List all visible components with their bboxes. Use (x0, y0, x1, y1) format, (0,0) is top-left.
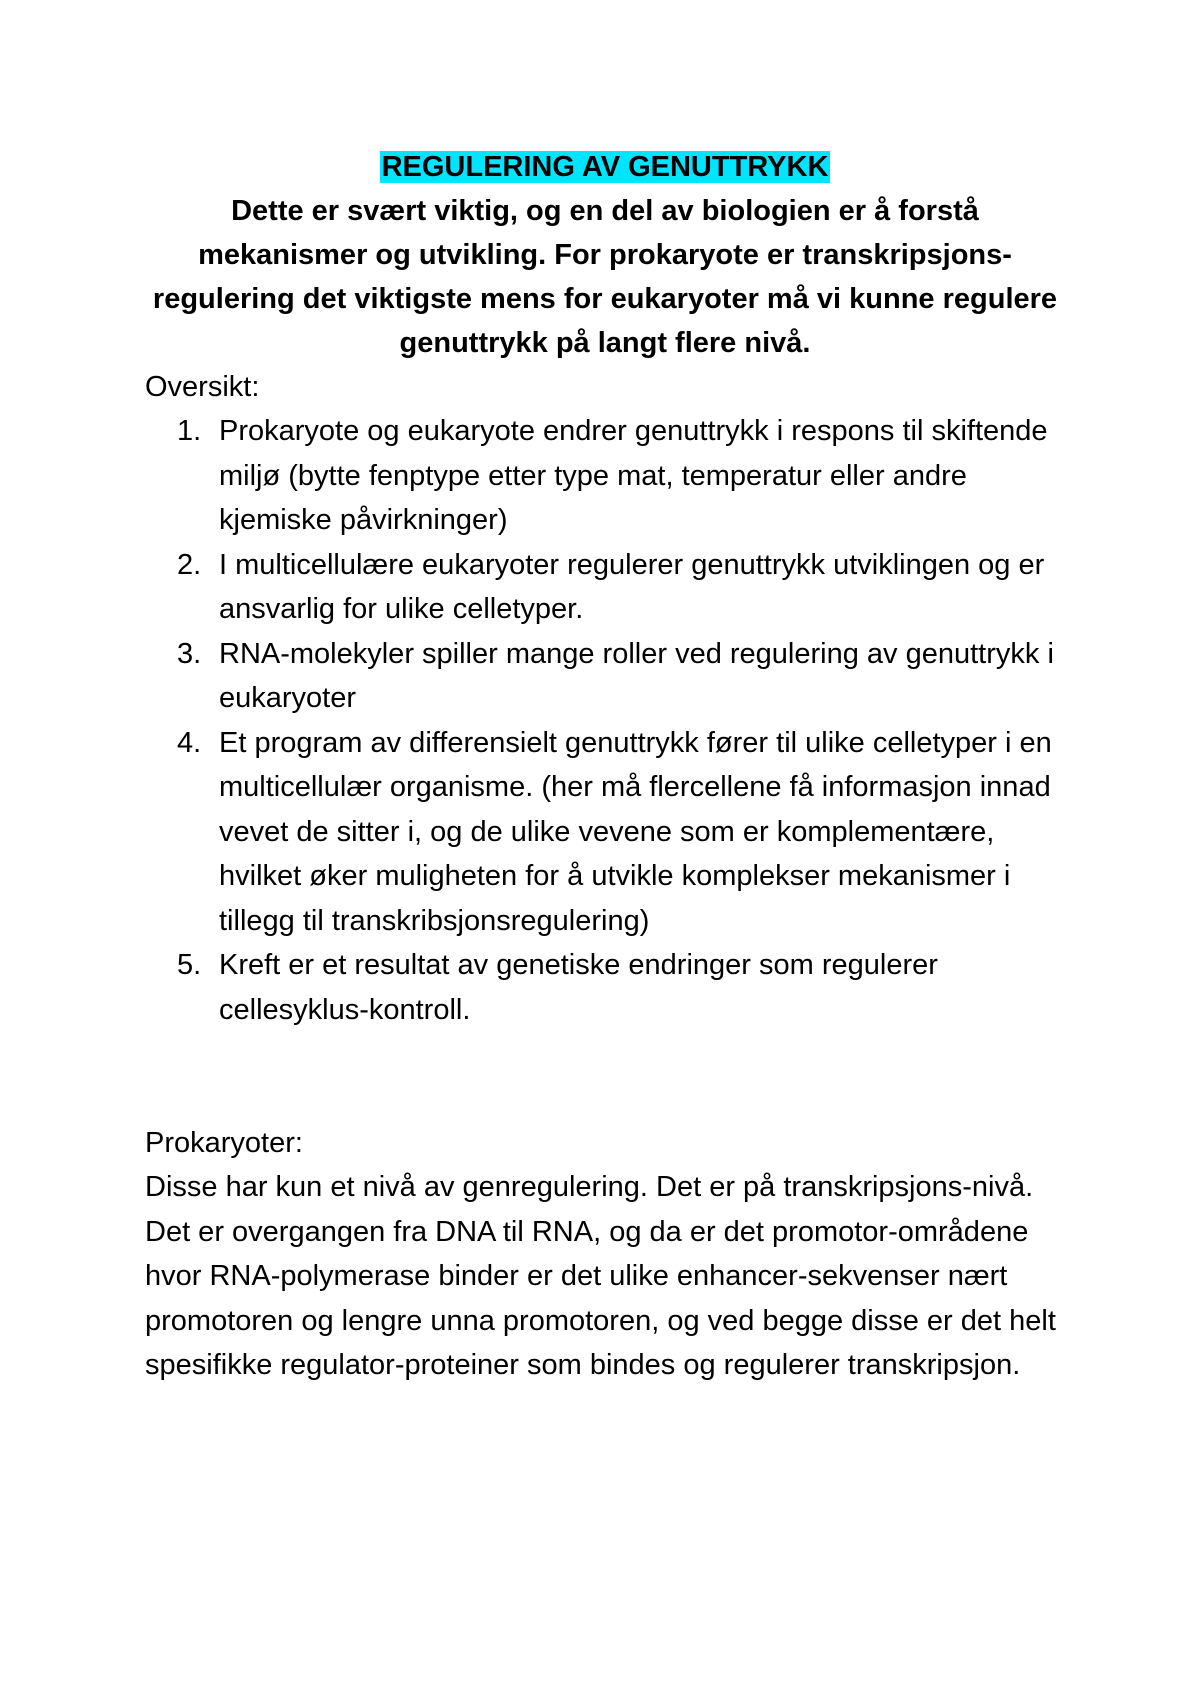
list-item-number: 2. (177, 548, 202, 581)
title-highlight: REGULERING AV GENUTTRYKK (381, 151, 829, 183)
list-item-text: Prokaryote og eukaryote endrer genuttrykk i respons til skiftende miljø (bytte fenptype etter type mat, temperatur eller andre kjemiske påvirkninger) (219, 415, 1048, 536)
list-item-text: Kreft er et resultat av genetiske endringer som regulerer cellesyklus-kontroll. (219, 949, 938, 1026)
list-item-number: 5. (177, 949, 202, 981)
prokaryote-label: Prokaryoter: (145, 1127, 303, 1159)
prokaryote-paragraph: Disse har kun et nivå av genregulering. Det er på transkripsjons-nivå. Det er overgangen fra DNA til RNA, og da er det promotor-områdene hvor RNA-polymerase binder er det ulike enhancer-sekvenser nært promotoren og lengre unna promotoren, og ved begge disse er det helt spesifikke regulator-proteiner som bindes og regulerer transkripsjon. (145, 1171, 1056, 1381)
list-item-number: 3. (177, 637, 202, 670)
document-content (145, 145, 1065, 1388)
list-item (145, 543, 1065, 632)
list-item-number: 1. (177, 415, 202, 447)
list-item-text: Et program av differensielt genuttrykk fører til ulike celletyper i en multicellulær organisme. (her må flercellene få informasjon innad vevet de sitter i, og de ulike vevene som er komplementære, hvilket øker muligheten for å utvikle komplekser mekanismer i tillegg til transkribsjonsregulering) (219, 726, 1052, 937)
blank-lines (145, 1032, 1065, 1121)
list-item-number: 4. (177, 726, 202, 759)
list-item (145, 409, 1065, 543)
intro-paragraph: Dette er svært viktig, og en del av biologien er å forstå mekanismer og utvikling. For prokaryote er transkripsjons-regulering det viktigste mens for eukaryoter må vi kunne regulere genuttrykk på langt flere nivå. (152, 195, 1058, 359)
list-item (145, 632, 1065, 721)
list-item (145, 943, 1065, 1032)
list-item (145, 721, 1065, 944)
list-item-text: RNA-molekyler spiller mange roller ved regulering av genuttrykk i eukaryoter (219, 637, 1054, 714)
list-item-text: I multicellulære eukaryoter regulerer genuttrykk utviklingen og er ansvarlig for ulike celletyper. (219, 548, 1045, 625)
overview-label: Oversikt: (145, 371, 260, 403)
document-title (145, 145, 1065, 189)
overview-list (145, 409, 1065, 1032)
